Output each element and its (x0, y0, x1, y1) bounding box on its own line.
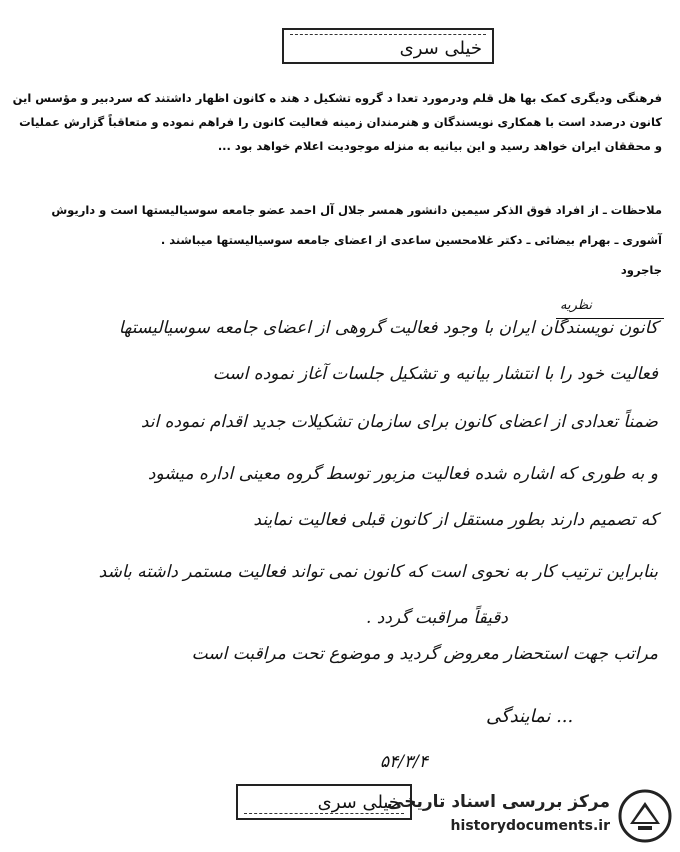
handwritten-line: دقیقاً مراقبت گردد . (366, 608, 508, 628)
handwritten-line: ضمناً تعدادی از اعضای کانون برای سازمان تشکیلات جدید اقدام نموده اند (140, 412, 658, 432)
typed-paragraph-2 (51, 198, 662, 282)
typed-line: و محققان ایران خواهد رسید و این بیانیه به منزله موجودیت اعلام خواهد بود ... (217, 139, 662, 153)
classification-stamp-top (282, 28, 494, 64)
stamp-text: خیلی سری (317, 792, 400, 813)
stamp-text: خیلی سری (399, 38, 482, 59)
archive-logo-icon (616, 788, 674, 844)
handwritten-line: کانون نویسندگان ایران با وجود فعالیت گروهی از اعضای جامعه سوسیالیستها (118, 318, 658, 338)
handwritten-line: و به طوری که اشاره شده فعالیت مزبور توسط گروه معینی اداره میشود (147, 464, 658, 484)
typed-line: ملاحظات ـ از افراد فوق الذکر سیمین دانشور همسر جلال آل احمد عضو جامعه سوسیالیستها است و داریوش (51, 203, 662, 217)
handwritten-line: مراتب جهت استحضار معروض گردید و موضوع تحت مراقبت است (191, 644, 658, 664)
handwritten-notes (38, 318, 658, 698)
typed-line: جاجرود (620, 263, 662, 277)
typed-line: فرهنگی ودیگری کمک بها هل قلم ودرمورد تعدا د گروه تشکیل د هند ه کانون اظهار داشتند که سردبیر و مؤسس این (12, 91, 662, 105)
stamp-dashed-rule (290, 34, 486, 35)
watermark-title: مرکز بررسی اسناد تاریخی (387, 792, 610, 812)
handwritten-margin-note: نظریه (560, 298, 593, 313)
handwritten-line: فعالیت خود را با انتشار بیانیه و تشکیل جلسات آغاز نموده است (212, 364, 658, 384)
classification-stamp-bottom (236, 784, 412, 820)
typed-paragraph-1 (13, 86, 662, 158)
watermark (387, 786, 676, 848)
handwritten-signature: ... نمایندگی (486, 706, 574, 727)
typed-line: آشوری ـ بهرام بیضائی ـ دکتر غلامحسین ساعدی از اعضای جامعه سوسیالیستها میباشند . (160, 233, 662, 247)
handwritten-date: ۵۴/۳/۴ (380, 752, 428, 772)
typed-line: کانون درصدد است با همکاری نویسندگان و هنرمندان زمینه فعالیت کانون را فراهم نموده و متعاقباً گزارش عملیات (19, 115, 662, 129)
stamp-dashed-rule (244, 813, 404, 814)
handwritten-line: بنابراین ترتیب کار به نحوی است که کانون نمی تواند فعالیت مستمر داشته باشد (98, 562, 658, 582)
watermark-url: historydocuments.ir (450, 818, 610, 834)
handwritten-line: که تصمیم دارند بطور مستقل از کانون قبلی فعالیت نمایند (253, 510, 658, 530)
